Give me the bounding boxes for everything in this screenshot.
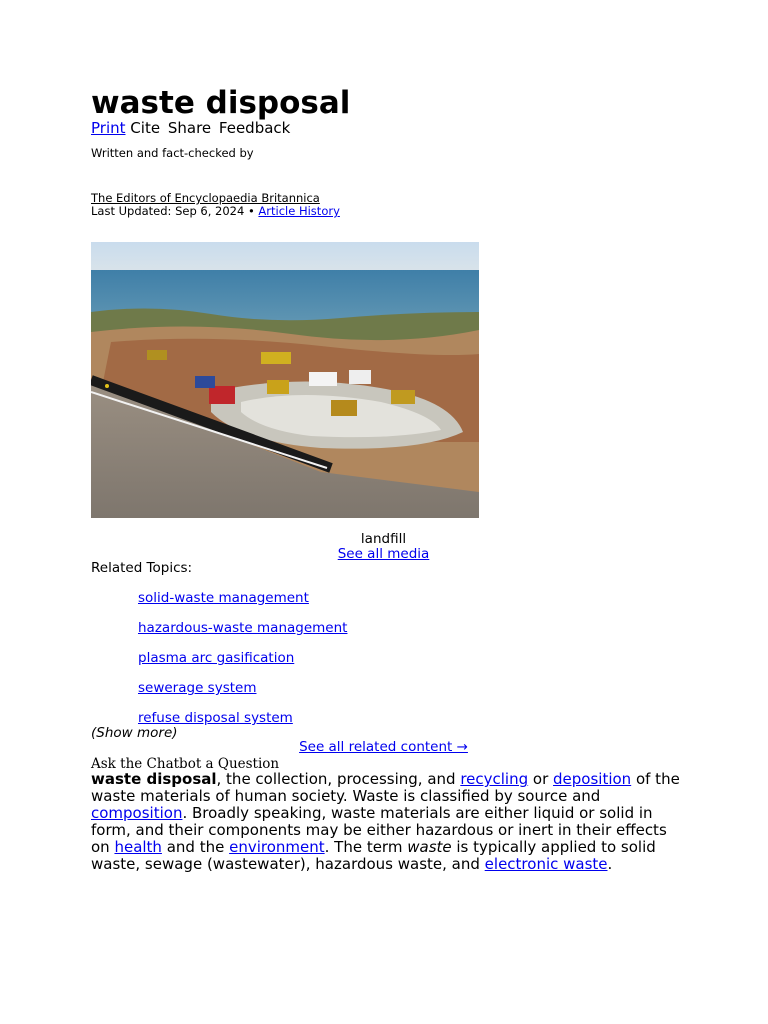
feedback-button[interactable]: Feedback — [218, 119, 291, 137]
defined-term: waste disposal — [91, 770, 217, 788]
see-related-container — [91, 739, 676, 755]
chatbot-prompt[interactable]: Ask the Chatbot a Question — [91, 756, 280, 772]
last-updated-text: Last Updated: Sep 6, 2024 • — [91, 204, 255, 218]
page-title: waste disposal — [91, 85, 351, 121]
health-link[interactable]: health — [114, 838, 162, 857]
body-text: . The term — [324, 838, 408, 857]
electronic-waste-link[interactable]: electronic waste — [484, 855, 608, 874]
print-link[interactable]: Print — [91, 119, 126, 137]
article-history-link[interactable]: Article History — [258, 204, 340, 218]
recycling-link[interactable]: recycling — [460, 770, 529, 788]
related-topic-link[interactable]: solid-waste management — [138, 590, 309, 606]
body-text: and the — [161, 838, 230, 857]
article-tools — [91, 119, 293, 137]
see-all-media-link[interactable]: See all media — [337, 546, 430, 562]
landfill-photo — [91, 242, 479, 518]
show-more-toggle[interactable]: (Show more) — [91, 725, 178, 741]
body-text: , the collection, processing, and — [216, 770, 461, 788]
article-intro-paragraph — [91, 771, 681, 874]
composition-link[interactable]: composition — [91, 804, 183, 823]
environment-link[interactable]: environment — [229, 838, 325, 857]
image-caption: landfill — [360, 531, 407, 547]
body-text: of the waste materials of human society. Waste is classified by source and — [91, 770, 680, 806]
related-topic-link[interactable]: plasma arc gasification — [138, 650, 295, 666]
body-text: . — [607, 855, 613, 874]
last-updated — [91, 204, 340, 218]
cite-button[interactable]: Cite — [130, 119, 161, 137]
landfill-image[interactable] — [91, 242, 479, 518]
see-all-related-link[interactable]: See all related content → — [299, 739, 468, 755]
deposition-link[interactable]: deposition — [553, 770, 632, 788]
editors-link[interactable]: The Editors of Encyclopaedia Britannica — [91, 191, 320, 205]
body-text: or — [528, 770, 554, 788]
written-by-label: Written and fact-checked by — [91, 146, 254, 160]
related-topic-link[interactable]: sewerage system — [138, 680, 257, 696]
share-button[interactable]: Share — [167, 119, 212, 137]
related-topics-label: Related Topics: — [91, 560, 193, 576]
related-topic-link[interactable]: hazardous-waste management — [138, 620, 348, 636]
term-waste: waste — [407, 838, 452, 857]
related-topic-link[interactable]: refuse disposal system — [138, 710, 293, 726]
body-text: . Broadly speaking, waste materials are either liquid or solid in form, and their components may be either hazardous or inert in their effects on — [91, 804, 667, 857]
body-text: is typically applied to solid waste, sewage (wastewater), hazardous waste, and — [91, 838, 656, 874]
